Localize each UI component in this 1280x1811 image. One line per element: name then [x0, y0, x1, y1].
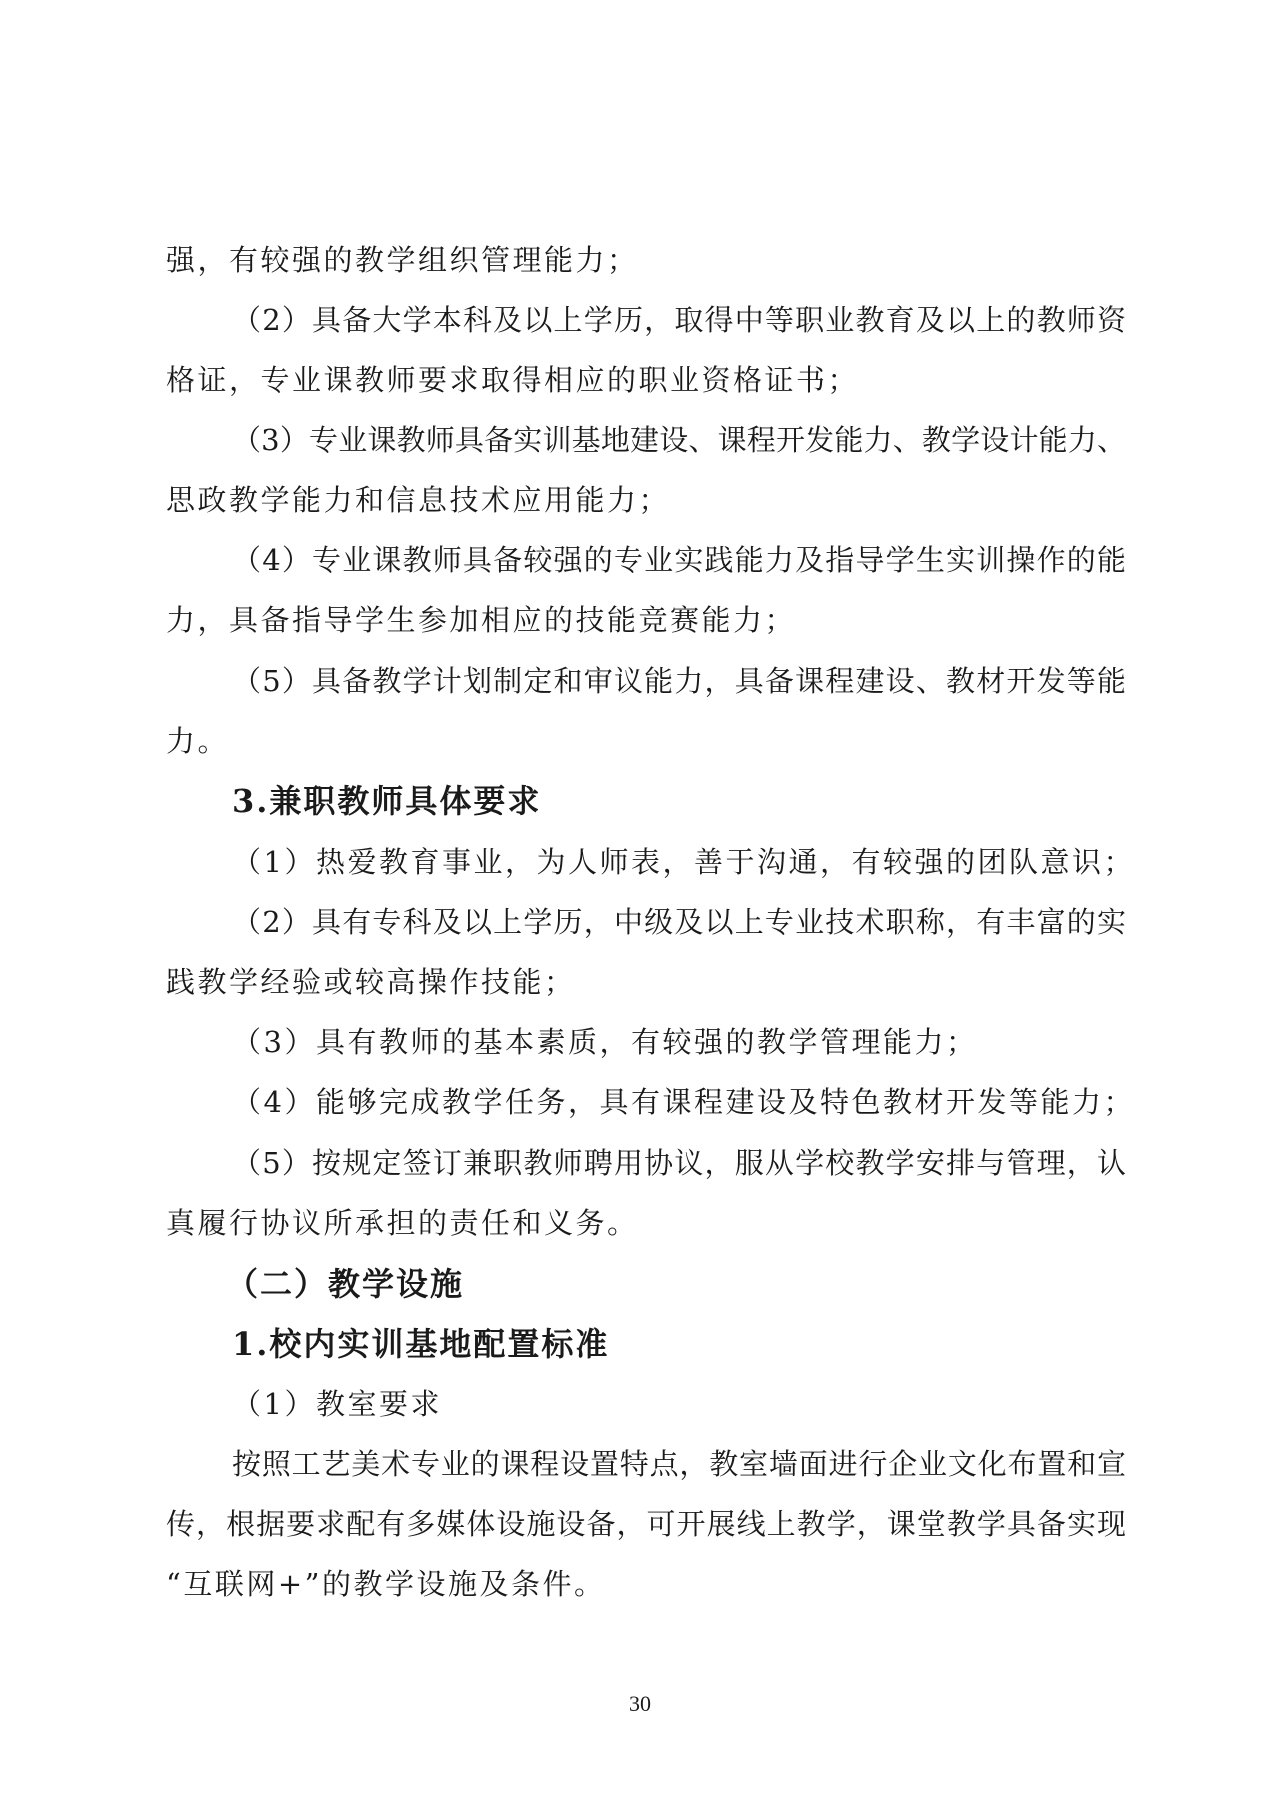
paragraph-line: 力，具备指导学生参加相应的技能竞赛能力； [166, 603, 797, 637]
paragraph-line: （4）专业课教师具备较强的专业实践能力及指导学生实训操作的能 [232, 543, 1126, 577]
paragraph-line: （5）具备教学计划制定和审议能力，具备课程建设、教材开发等能 [232, 664, 1126, 698]
section-heading: 3.兼职教师具体要求 [232, 782, 542, 820]
paragraph-line: （1）教室要求 [232, 1387, 442, 1421]
paragraph-line: （3）专业课教师具备实训基地建设、课程开发能力、教学设计能力、 [232, 423, 1126, 457]
page-number: 30 [629, 1691, 651, 1716]
paragraph-line: 真履行协议所承担的责任和义务。 [166, 1206, 639, 1240]
paragraph-line: 思政教学能力和信息技术应用能力； [166, 483, 671, 517]
section-heading: （二）教学设施 [226, 1265, 465, 1303]
subsection-heading: 1.校内实训基地配置标准 [232, 1325, 610, 1363]
paragraph-line: （1）热爱教育事业，为人师表，善于沟通，有较强的团队意识； [232, 845, 1135, 879]
paragraph-line: 践教学经验或较高操作技能； [166, 965, 576, 999]
paragraph-line: 力。 [166, 724, 230, 758]
paragraph-line: （2）具备大学本科及以上学历，取得中等职业教育及以上的教师资 [232, 303, 1126, 337]
paragraph-line: （4）能够完成教学任务，具有课程建设及特色教材开发等能力； [232, 1085, 1135, 1119]
paragraph-line: 按照工艺美术专业的课程设置特点，教室墙面进行企业文化布置和宣 [232, 1447, 1126, 1481]
paragraph-line: （2）具有专科及以上学历，中级及以上专业技术职称，有丰富的实 [232, 905, 1126, 939]
paragraph-line: 格证，专业课教师要求取得相应的职业资格证书； [166, 363, 860, 397]
paragraph-line: （3）具有教师的基本素质，有较强的教学管理能力； [232, 1025, 978, 1059]
paragraph-line: 传，根据要求配有多媒体设施设备，可开展线上教学，课堂教学具备实现 [166, 1507, 1126, 1541]
paragraph-line: 强，有较强的教学组织管理能力； [166, 243, 639, 277]
paragraph-line: （5）按规定签订兼职教师聘用协议，服从学校教学安排与管理，认 [232, 1146, 1126, 1180]
paragraph-line: “互联网+”的教学设施及条件。 [166, 1567, 606, 1601]
